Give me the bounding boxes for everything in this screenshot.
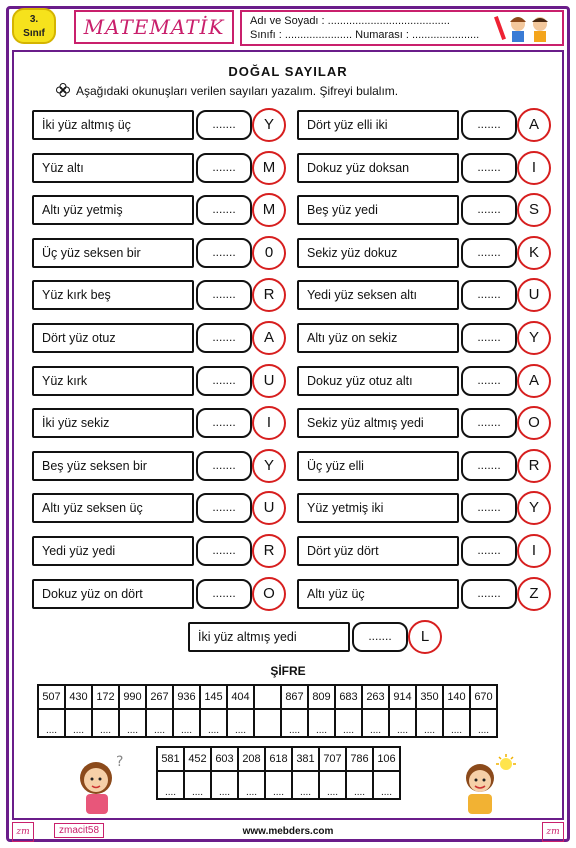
code-number-cell: 786 [346,747,373,771]
instruction-text: Aşağıdaki okunuşları verilen sayıları yazalım. Şifreyi bulalım. [76,84,399,98]
svg-text:?: ? [116,754,124,770]
code-letter: O [517,406,551,440]
number-reading: Üç yüz elli [297,451,459,481]
kids-with-pencil-icon [494,12,558,44]
footer-logo-right: zm [542,822,564,842]
code-answer-cell[interactable]: .... [265,771,292,799]
number-reading: İki yüz sekiz [32,408,194,438]
code-letter: R [252,278,286,312]
code-letter: 0 [252,236,286,270]
code-number-cell: 670 [470,685,497,709]
code-answer-cell[interactable]: .... [281,709,308,737]
code-letter: L [408,620,442,654]
number-reading: Dokuz yüz on dört [32,579,194,609]
sifre-label: ŞİFRE [270,664,306,678]
code-table-top [37,684,498,738]
number-reading: Dokuz yüz doksan [297,153,459,183]
code-number-cell: 990 [119,685,146,709]
code-number-cell: 140 [443,685,470,709]
number-reading: Dört yüz otuz [32,323,194,353]
code-letter: A [517,108,551,142]
question-item [32,577,288,609]
code-letter: U [252,364,286,398]
code-answer-cell[interactable]: .... [146,709,173,737]
worksheet-heading: DOĞAL SAYILAR [228,64,348,79]
number-reading: Yedi yüz yedi [32,536,194,566]
subject-title-box [74,10,234,44]
question-item [297,406,553,438]
code-answer-cell[interactable]: .... [173,709,200,737]
question-item [297,577,553,609]
thinking-girl-icon [66,752,130,816]
code-number-cell: 430 [65,685,92,709]
answer-blank[interactable]: ....... [461,536,517,566]
code-number-cell: 936 [173,685,200,709]
answer-blank[interactable]: ....... [196,366,252,396]
code-answer-cell[interactable]: .... [184,771,211,799]
question-item [32,236,288,268]
number-reading: Yedi yüz seksen altı [297,280,459,310]
question-item [297,278,553,310]
code-letter: Z [517,577,551,611]
idea-boy-icon [450,752,520,816]
answer-blank[interactable]: ....... [461,110,517,140]
code-number-cell [254,685,281,709]
code-letter: Y [252,108,286,142]
answer-blank[interactable]: ....... [196,579,252,609]
code-letter: K [517,236,551,270]
code-number-cell: 867 [281,685,308,709]
code-answer-cell[interactable]: .... [157,771,184,799]
center-question-item [188,620,442,652]
number-reading: Dört yüz elli iki [297,110,459,140]
code-answer-cell[interactable]: .... [389,709,416,737]
answer-blank[interactable]: ....... [461,493,517,523]
number-reading: Üç yüz seksen bir [32,238,194,268]
question-item [32,406,288,438]
question-item [297,108,553,140]
code-number-cell: 350 [416,685,443,709]
code-letter: U [517,278,551,312]
code-letter: R [252,534,286,568]
question-item [297,364,553,396]
answer-blank[interactable]: ....... [461,451,517,481]
code-answer-cell[interactable]: .... [38,709,65,737]
question-item [297,236,553,268]
code-number-cell: 404 [227,685,254,709]
question-item [297,449,553,481]
code-answer-cell[interactable]: .... [200,709,227,737]
class-number-line: Sınıfı : ...................... Numarası : ...................... [250,29,480,41]
number-reading: Sekiz yüz altmış yedi [297,408,459,438]
answer-blank[interactable]: ....... [196,323,252,353]
code-answer-cell[interactable]: .... [211,771,238,799]
code-answer-cell[interactable]: .... [470,709,497,737]
code-letter: Y [517,491,551,525]
code-letter: I [517,534,551,568]
code-answer-cell[interactable]: .... [346,771,373,799]
code-letter: R [517,449,551,483]
question-item [32,321,288,353]
answer-blank[interactable]: ....... [196,451,252,481]
number-reading: Beş yüz seksen bir [32,451,194,481]
code-answer-cell[interactable]: .... [373,771,400,799]
code-letter: A [252,321,286,355]
code-letter: I [252,406,286,440]
code-answer-cell[interactable]: .... [443,709,470,737]
question-item [32,193,288,225]
code-number-cell: 603 [211,747,238,771]
answer-blank[interactable]: ....... [461,366,517,396]
question-item [297,491,553,523]
question-item [297,151,553,183]
code-number-cell: 106 [373,747,400,771]
code-answer-cell[interactable]: .... [308,709,335,737]
number-reading: İki yüz altmış üç [32,110,194,140]
answer-blank[interactable]: ....... [196,536,252,566]
question-item [32,534,288,566]
code-number-cell: 267 [146,685,173,709]
number-reading: Yüz altı [32,153,194,183]
answer-blank[interactable]: ....... [461,323,517,353]
question-item [297,321,553,353]
code-answer-cell[interactable]: .... [319,771,346,799]
code-letter: O [252,577,286,611]
number-reading: Altı yüz yetmiş [32,195,194,225]
footer-logo-left: zm [12,822,34,842]
answer-blank[interactable]: ....... [196,195,252,225]
code-answer-cell[interactable]: .... [362,709,389,737]
code-number-cell: 381 [292,747,319,771]
code-answer-cell[interactable]: .... [416,709,443,737]
code-number-cell: 809 [308,685,335,709]
code-answer-cell[interactable] [254,709,281,737]
code-number-cell: 263 [362,685,389,709]
answer-blank[interactable]: ....... [461,579,517,609]
code-number-cell: 507 [38,685,65,709]
answer-blank[interactable]: ....... [461,408,517,438]
question-item [32,278,288,310]
subject-title: MATEMATİK [83,15,225,39]
code-number-cell: 707 [319,747,346,771]
code-letter: Y [252,449,286,483]
code-number-cell: 208 [238,747,265,771]
number-reading: Beş yüz yedi [297,195,459,225]
number-reading: Yüz yetmiş iki [297,493,459,523]
code-letter: I [517,151,551,185]
footer-code: zmacit58 [54,823,104,838]
code-answer-cell[interactable]: .... [119,709,146,737]
code-letter: Y [517,321,551,355]
answer-blank[interactable]: ....... [461,238,517,268]
answer-blank[interactable]: ....... [461,195,517,225]
question-item [32,151,288,183]
answer-blank[interactable]: ....... [196,493,252,523]
answer-blank[interactable]: ....... [461,280,517,310]
code-number-cell: 145 [200,685,227,709]
question-item [32,108,288,140]
question-item [32,449,288,481]
answer-blank[interactable]: ....... [196,408,252,438]
code-answer-cell[interactable]: .... [335,709,362,737]
footer-site-link[interactable]: www.mebders.com [242,826,334,837]
answer-blank[interactable]: ....... [196,280,252,310]
question-item [297,534,553,566]
code-answer-cell[interactable]: .... [292,771,319,799]
question-item [297,193,553,225]
code-number-cell: 172 [92,685,119,709]
code-number-cell: 618 [265,747,292,771]
number-reading: İki yüz altmış yedi [188,622,350,652]
answer-blank[interactable]: ....... [196,238,252,268]
question-item [32,491,288,523]
code-answer-cell[interactable]: .... [65,709,92,737]
number-reading: Yüz kırk beş [32,280,194,310]
code-number-cell: 683 [335,685,362,709]
number-reading: Yüz kırk [32,366,194,396]
number-reading: Altı yüz on sekiz [297,323,459,353]
code-answer-cell[interactable]: .... [92,709,119,737]
number-reading: Dört yüz dört [297,536,459,566]
answer-blank[interactable]: ....... [196,110,252,140]
grade-label: Sınıf [23,28,45,39]
code-letter: M [252,193,286,227]
number-reading: Dokuz yüz otuz altı [297,366,459,396]
code-answer-cell[interactable]: .... [238,771,265,799]
answer-blank[interactable]: ....... [196,153,252,183]
number-reading: Altı yüz seksen üç [32,493,194,523]
question-item [32,364,288,396]
code-letter: U [252,491,286,525]
code-number-cell: 581 [157,747,184,771]
grade-number: 3. [29,14,39,25]
grade-badge [12,8,56,44]
name-line: Adı ve Soyadı : ........................................ [250,15,450,27]
answer-blank[interactable]: ....... [352,622,408,652]
answer-blank[interactable]: ....... [461,153,517,183]
code-number-cell: 452 [184,747,211,771]
code-letter: M [252,151,286,185]
code-answer-cell[interactable]: .... [227,709,254,737]
code-number-cell: 914 [389,685,416,709]
number-reading: Sekiz yüz dokuz [297,238,459,268]
number-reading: Altı yüz üç [297,579,459,609]
code-letter: S [517,193,551,227]
code-letter: A [517,364,551,398]
code-table-bottom [156,746,401,800]
